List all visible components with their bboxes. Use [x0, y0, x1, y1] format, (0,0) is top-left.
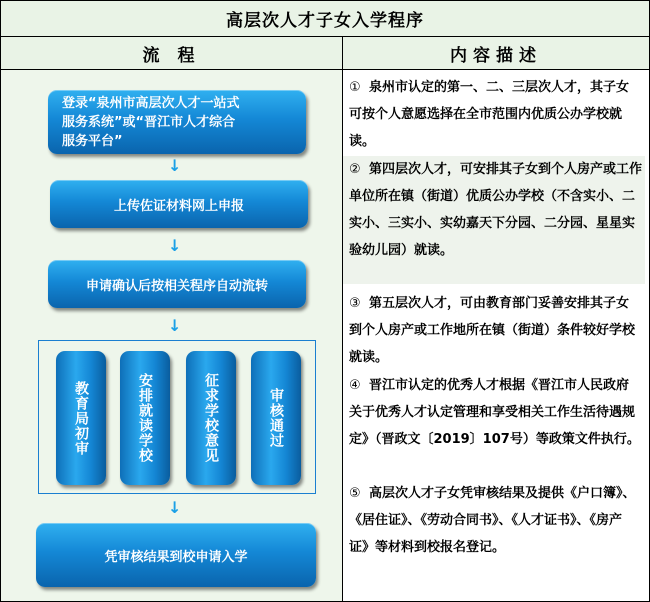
flow-step-auto-transfer: 申请确认后按相关程序自动流转	[48, 260, 306, 308]
flow-step-login-line-3: 服务平台”	[62, 133, 123, 149]
description-item-2	[343, 156, 645, 284]
arrow-down-icon: ↓	[168, 498, 182, 517]
description-item-5	[345, 480, 641, 561]
flow-step-upload: 上传佐证材料网上申报	[50, 180, 308, 228]
description-number: ①	[349, 80, 361, 95]
table-title: 高层次人才子女入学程序	[1, 1, 649, 37]
column-divider	[342, 37, 343, 601]
review-step-preliminary: 教育局初审	[56, 351, 106, 485]
flow-step-login-line-2: 服务系统”或“晋江市人才综合	[62, 114, 236, 130]
description-text: 泉州市认定的第一、二、三层次人才，其子女可按个人意愿选择在全市范围内优质公办学校就读。	[349, 80, 630, 149]
header-row	[1, 37, 649, 70]
flow-step-enroll: 凭审核结果到校申请入学	[36, 523, 316, 587]
flow-step-login	[48, 90, 306, 154]
arrow-down-icon: ↓	[168, 316, 182, 335]
flow-step-login-line-1: 登录“泉州市高层次人才一站式	[62, 95, 240, 111]
description-text: 晋江市认定的优秀人才根据《晋江市人民政府关于优秀人才认定管理和享受相关工作生活待遇规定》（晋政文〔2019〕107号）等政策文件执行。	[349, 378, 640, 447]
arrow-down-icon: ↓	[168, 236, 182, 255]
review-step-approved: 审核通过	[251, 351, 301, 485]
description-item-1	[345, 74, 641, 155]
description-item-4	[345, 372, 641, 453]
flow-header: 流 程	[142, 45, 201, 66]
description-item-3	[345, 290, 641, 371]
content-header: 内容描述	[450, 45, 542, 66]
description-text: 高层次人才子女凭审核结果及提供《户口簿》、《居住证》、《劳动合同书》、《人才证书》、《房产证》等材料到校报名登记。	[349, 486, 636, 555]
description-number: ②	[349, 162, 361, 177]
description-text: 第四层次人才，可安排其子女到个人房产或工作单位所在镇（街道）优质公办学校（不含实小、二实小、三实小、实幼嘉天下分园、二分园、星星实验幼儿园）就读。	[349, 162, 643, 258]
arrow-down-icon: ↓	[168, 156, 182, 175]
description-number: ④	[349, 378, 361, 393]
review-step-school-opinion: 征求学校意见	[186, 351, 236, 485]
description-number: ③	[349, 296, 361, 311]
review-step-arrange-school: 安排就读学校	[120, 351, 170, 485]
description-text: 第五层次人才，可由教育部门妥善安排其子女到个人房产或工作地所在镇（街道）条件较好学校就读。	[349, 296, 636, 365]
description-number: ⑤	[349, 486, 361, 501]
